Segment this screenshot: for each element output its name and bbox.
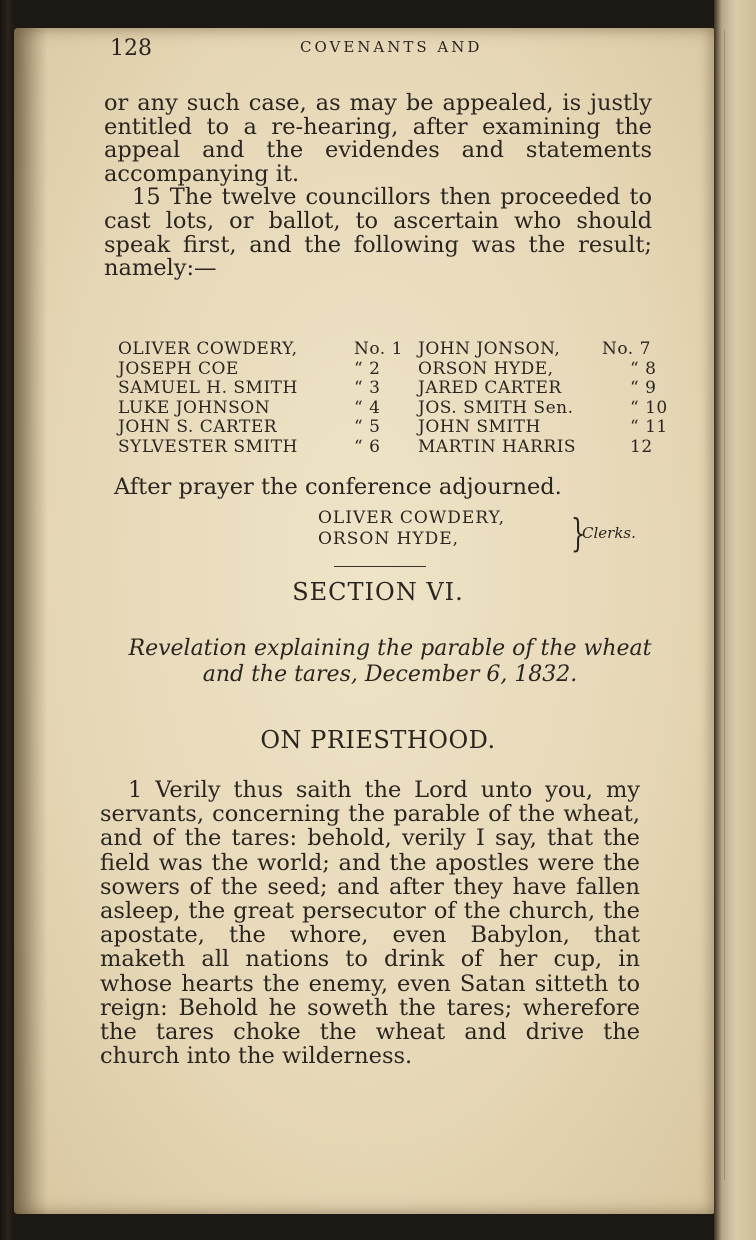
council-right-name: JOS. SMITH Sen. [418, 397, 574, 418]
next-page-edge [714, 0, 756, 1240]
clerks-label: Clerks. [582, 524, 636, 542]
council-right-name: JOHN SMITH [418, 417, 541, 437]
council-left-name: SYLVESTER SMITH [118, 436, 298, 457]
council-left-number: No. 1 [354, 339, 403, 359]
running-header [110, 36, 670, 66]
revelation-line: Revelation explaining the parable of the wheat [128, 636, 652, 661]
paragraph-15: 15 The twelve councillors then proceeded to cast lots, or ballot, to ascertain who should speak first, and the following was the result; namely:— [104, 184, 652, 282]
page-number: 128 [110, 36, 152, 61]
council-left-number: “ 5 [354, 417, 381, 437]
revelation-line: and the tares, December 6, 1832. [202, 662, 578, 687]
council-right-number: “ 10 [630, 397, 668, 418]
council-row [104, 397, 668, 419]
council-left-number: “ 2 [354, 358, 381, 379]
clerk-name: OLIVER COWDERY, [318, 508, 506, 528]
page-gutter-shadow [14, 28, 48, 1214]
council-row [104, 378, 657, 399]
council-left-name: OLIVER COWDERY, [118, 339, 298, 359]
council-right-number: No. 7 [602, 339, 651, 359]
council-left-name: JOHN S. CARTER [118, 417, 278, 437]
council-left-name: LUKE JOHNSON [118, 397, 271, 418]
council-row [104, 438, 652, 458]
council-row [104, 358, 657, 380]
council-right-number: “ 8 [630, 358, 657, 379]
running-title: COVENANTS AND [300, 38, 483, 56]
curly-brace-glyph: } [570, 511, 586, 555]
adjourned-line: After prayer the conference adjourned. [114, 474, 562, 500]
council-right-name: JARED CARTER [418, 378, 562, 398]
council-right-number: “ 11 [630, 417, 668, 437]
clerk-names [318, 508, 505, 550]
subheading: ON PRIESTHOOD. [260, 726, 496, 754]
council-right-name: MARTIN HARRIS [418, 436, 577, 457]
council-row [104, 340, 652, 360]
council-left-number: “ 4 [354, 397, 381, 418]
council-left-name: SAMUEL H. SMITH [118, 378, 298, 398]
section-heading: SECTION VI. [292, 578, 464, 606]
council-left-number: “ 6 [354, 436, 381, 457]
council-left-number: “ 3 [354, 378, 381, 398]
council-left-name: JOSEPH COE [118, 358, 239, 379]
clerk-name: ORSON HYDE, [318, 529, 460, 549]
council-list [104, 339, 668, 457]
opening-text-block [104, 92, 652, 281]
council-row [104, 417, 668, 438]
council-right-number: 12 [630, 436, 653, 457]
section-divider [334, 566, 426, 567]
verse-1: 1 Verily thus saith the Lord unto you, my servants, concerning the parable of the wheat, and of the tares: behold, verily I say, that the field was the world; and the apostles were the sowers of the seed; and after they have fallen asleep, the great persecutor of the church, the apostate, the whore, even Babylon, that maketh all nations to drink of her cup, in whose hearts the enemy, even Satan sitteth to reign: Behold he soweth the tares; wherefore the tares choke the wheat and drive the church into the wilderness. [100, 777, 640, 1070]
council-right-name: ORSON HYDE, [418, 358, 554, 379]
council-right-name: JOHN JONSON, [418, 339, 561, 359]
council-right-number: “ 9 [630, 378, 657, 398]
continuation-paragraph: or any such case, as may be appealed, is justly entitled to a re-hearing, after examining the appeal and the evidendes and statements accompanying it. [104, 90, 652, 187]
revelation-caption [110, 636, 670, 688]
